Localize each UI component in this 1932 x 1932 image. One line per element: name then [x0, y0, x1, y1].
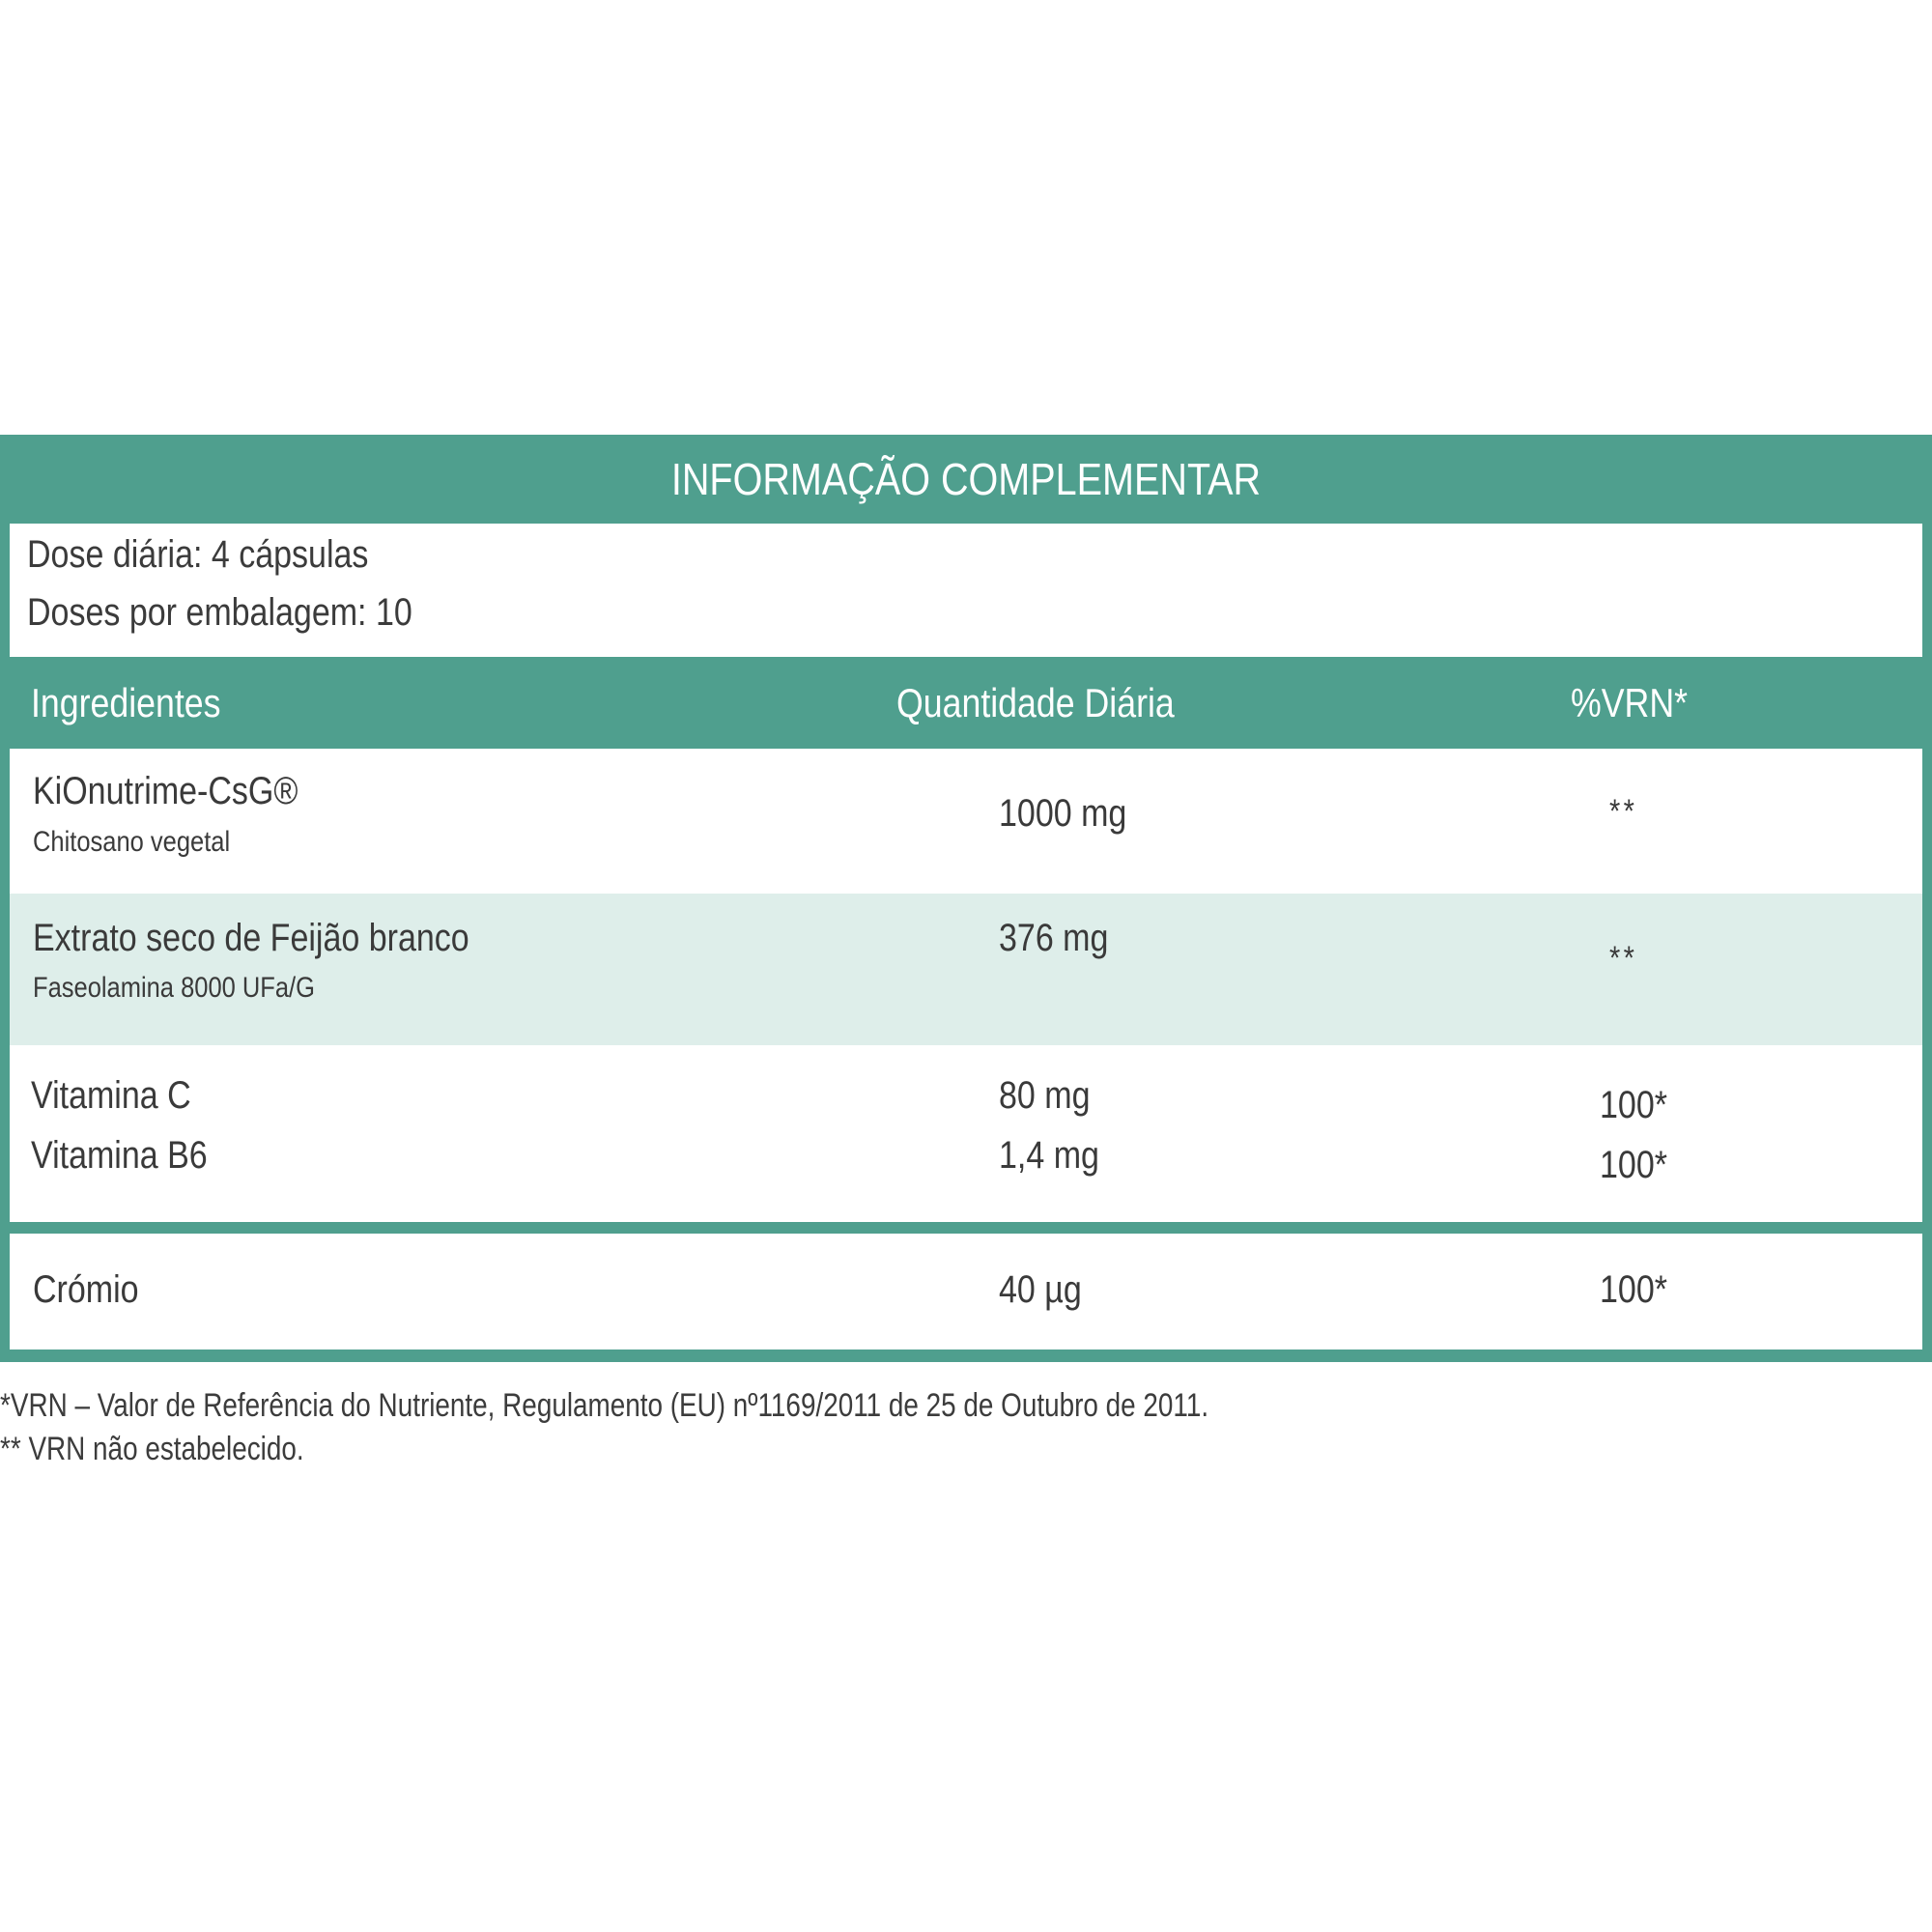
table-header [0, 659, 1932, 748]
ingredient-name: Crómio [33, 1268, 139, 1311]
ingredient-name: KiOnutrime-CsG® [33, 770, 298, 812]
table-row [10, 749, 1922, 894]
panel-title: INFORMAÇÃO COMPLEMENTAR [670, 454, 1262, 504]
daily-dose: Dose diária: 4 cápsulas [27, 533, 369, 576]
header-quantity: Quantidade Diária [896, 680, 1175, 725]
table-row [10, 1234, 1922, 1350]
ingredient-subtitle: Chitosano vegetal [33, 826, 231, 858]
ingredient-name: Vitamina C [31, 1074, 191, 1117]
ingredient-vrn: 100* [1600, 1144, 1667, 1186]
footnote-vrn: *VRN – Valor de Referência do Nutriente, Regulamento (EU) nº1169/2011 de 25 de Outubro de 2011. [0, 1387, 1209, 1424]
ingredient-quantity: 1000 mg [999, 792, 1127, 835]
ingredient-vrn: ** [1609, 793, 1638, 830]
ingredient-subtitle: Faseolamina 8000 UFa/G [33, 972, 315, 1004]
supplement-info-panel [0, 435, 1932, 1362]
ingredient-vrn: 100* [1600, 1268, 1667, 1311]
table-row [10, 894, 1922, 1045]
ingredient-quantity: 376 mg [999, 917, 1109, 959]
ingredient-quantity: 1,4 mg [999, 1134, 1099, 1177]
ingredient-quantity: 80 mg [999, 1074, 1091, 1117]
doses-per-package: Doses por embalagem: 10 [27, 591, 412, 634]
ingredient-vrn: ** [1609, 940, 1638, 977]
ingredient-name: Extrato seco de Feijão branco [33, 917, 469, 959]
footnote-vrn-not-established: ** VRN não estabelecido. [0, 1431, 304, 1467]
header-ingredients: Ingredientes [31, 680, 221, 725]
header-vrn: %VRN* [1571, 680, 1689, 725]
ingredient-vrn: 100* [1600, 1084, 1667, 1126]
ingredient-name: Vitamina B6 [31, 1134, 208, 1177]
dose-info-box [10, 524, 1922, 657]
table-row [10, 1045, 1922, 1222]
ingredient-quantity: 40 µg [999, 1268, 1082, 1311]
